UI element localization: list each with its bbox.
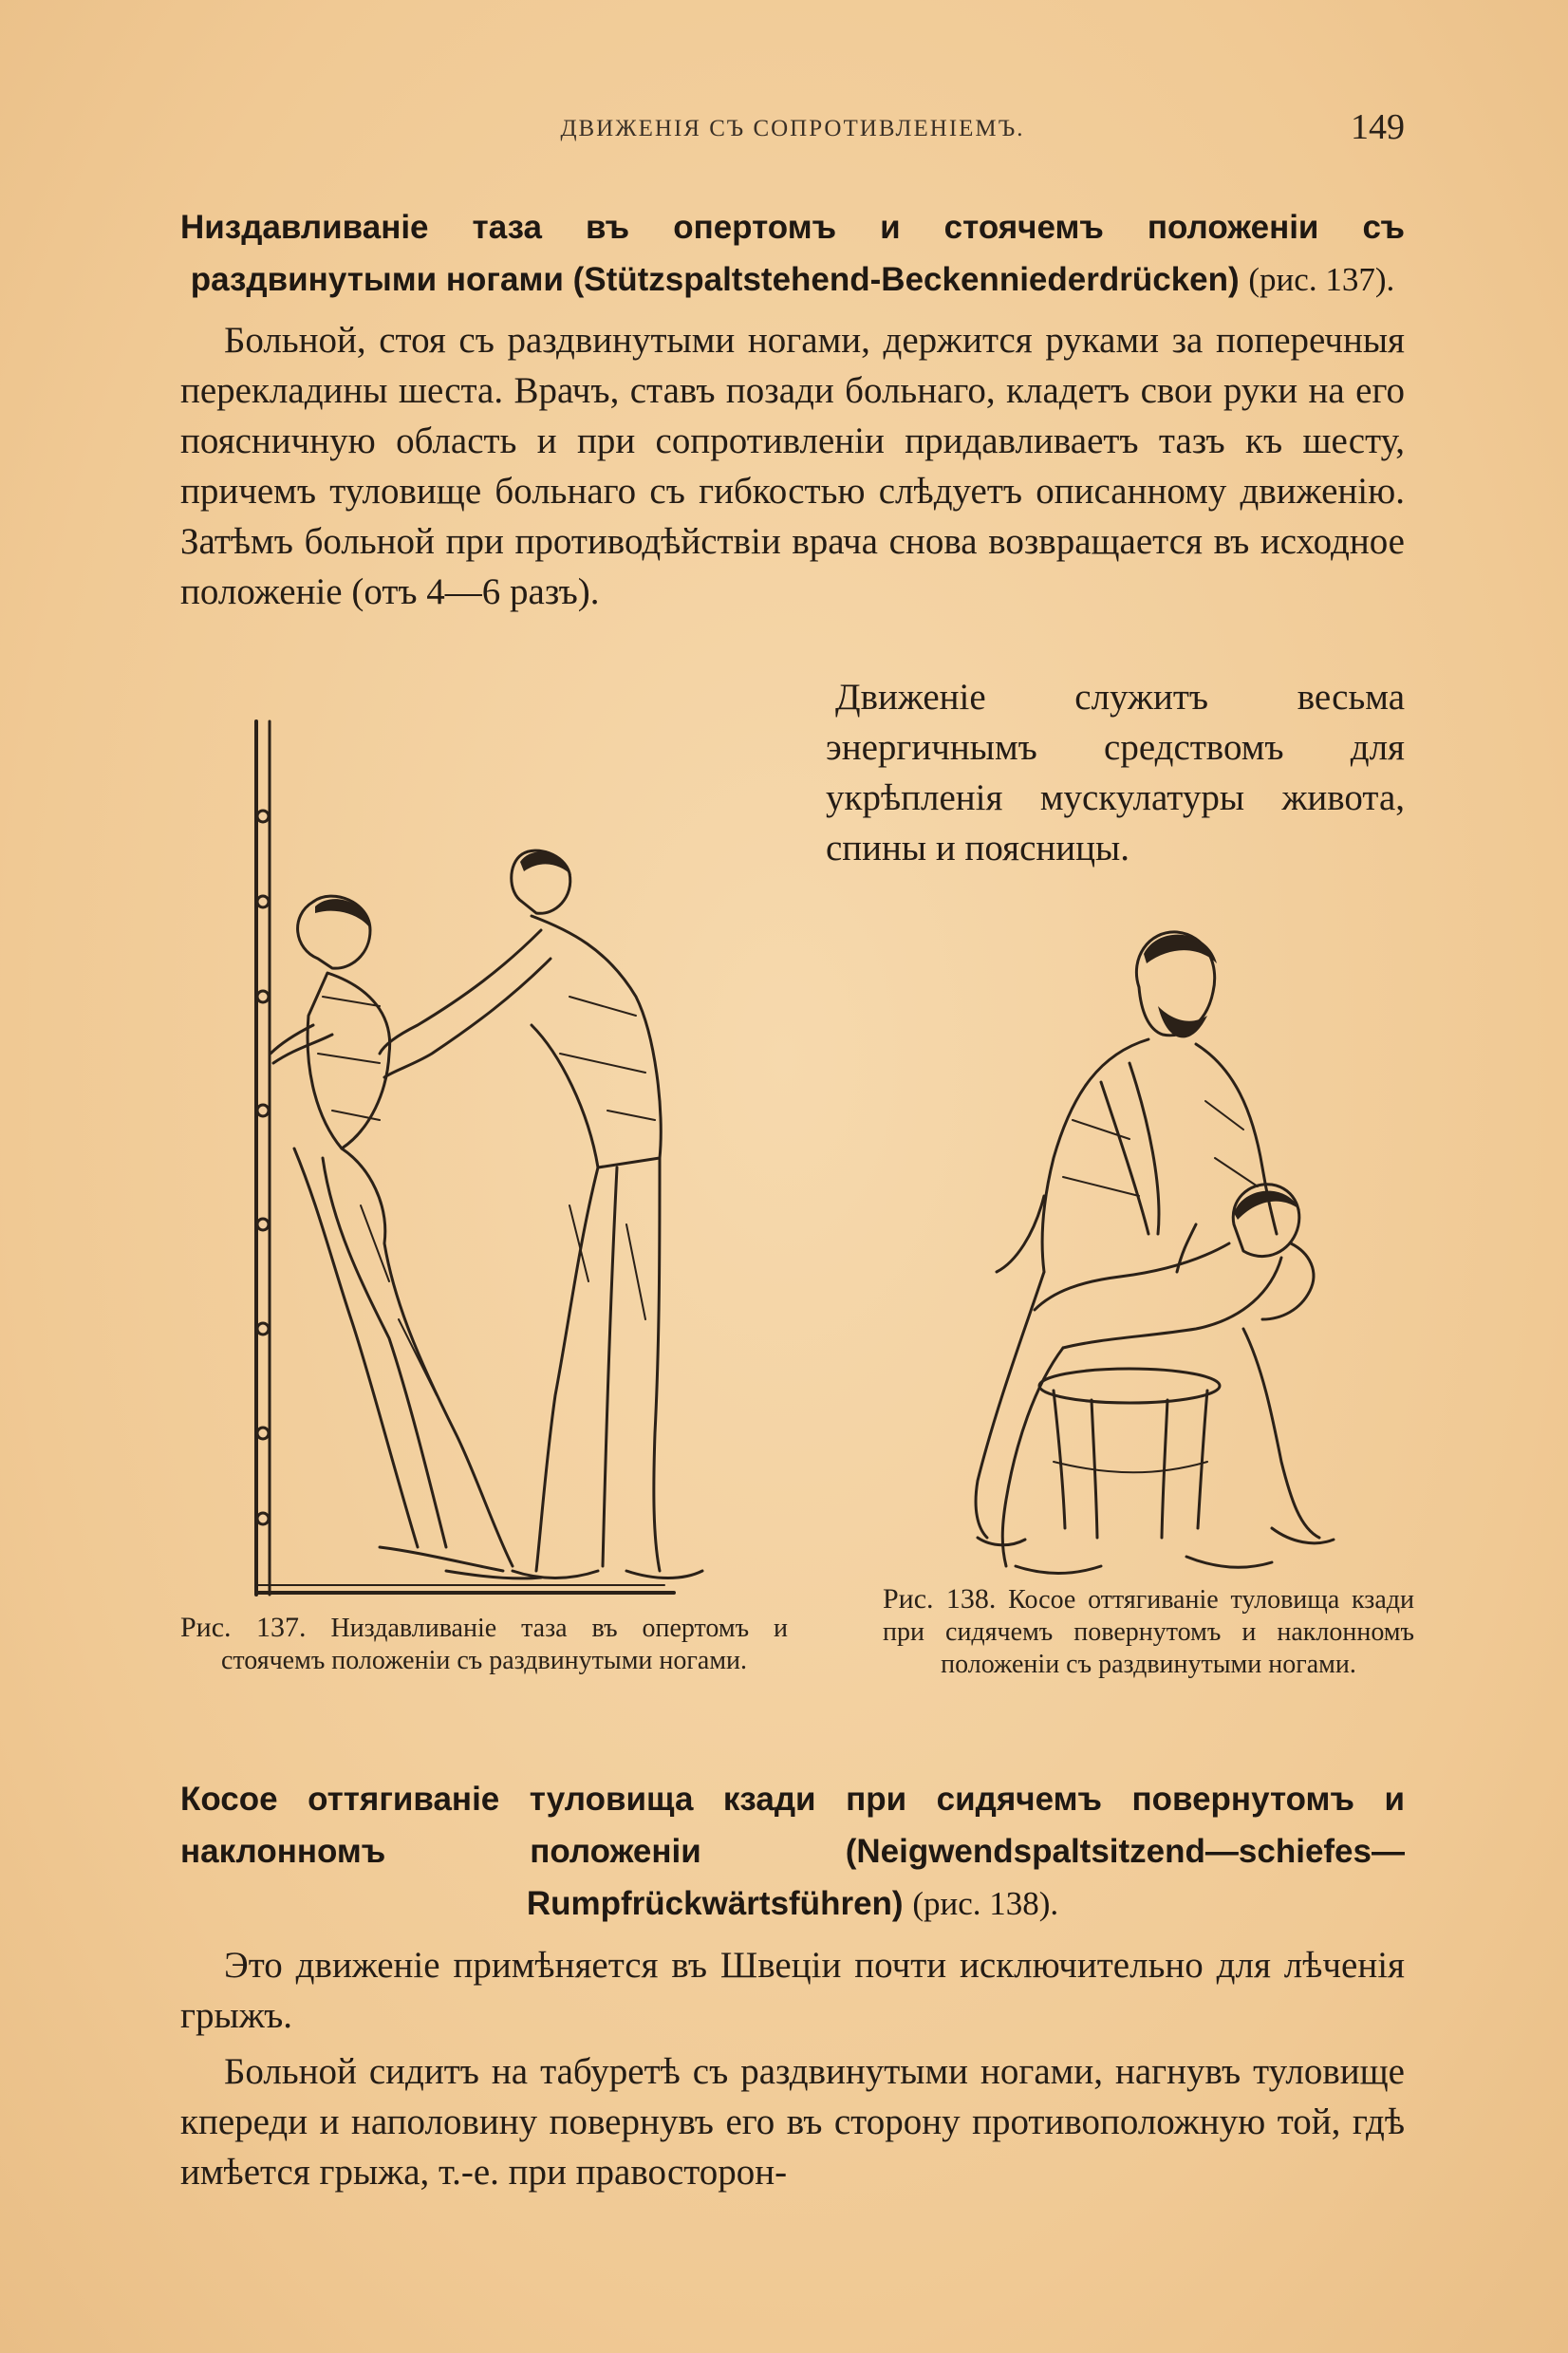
figure-138-caption-text: Косое оттягиваніе туловища кзади при сидячемъ повернутомъ и наклонномъ положеніи съ раздвинутыми ногами. (883, 1585, 1415, 1679)
figure-137 (228, 712, 759, 1604)
figure-138 (959, 911, 1338, 1576)
figure-137-caption (180, 1612, 788, 1677)
section2-paragraph-1-text: Это движеніе примѣняется въ Швеціи почти исключительно для лѣченія грыжъ. (180, 1945, 1405, 2036)
section1-paragraph-2 (826, 672, 1405, 873)
page-number: 149 (1351, 107, 1405, 147)
figure-138-illustration (959, 911, 1338, 1576)
section1-paragraph-1-text: Больной, стоя съ раздвинутыми ногами, держится руками за поперечныя перекладины шеста. Врачъ, ставъ позади больнаго, кладетъ свои руки на его поясничную область и при сопротивленіи придавливаетъ тазъ къ шесту, причемъ туловище больнаго съ гибкостью слѣдуетъ описанному движенію. Затѣмъ больной при противодѣйствіи врача снова возвращается въ исходное положеніе (отъ 4—6 разъ). (180, 320, 1405, 612)
figure-138-label: Рис. 138. (883, 1583, 997, 1615)
figure-137-caption-text: Низдавливаніе таза въ опертомъ и стоячемъ положеніи съ раздвинутыми ногами. (220, 1614, 788, 1675)
section2-paragraph-2-text: Больной сидитъ на табуретѣ съ раздвинутыми ногами, нагнувъ туловище кпереди и наполовину повернувъ его въ сторону противоположную той, гдѣ имѣется грыжа, т.-е. при правосторон- (180, 2051, 1405, 2193)
section1-paragraph-1 (180, 315, 1405, 617)
figure-137-illustration (228, 712, 759, 1604)
figure-137-label: Рис. 137. (180, 1612, 307, 1643)
section2-heading (180, 1773, 1405, 1930)
running-title: ДВИЖЕНІЯ СЪ СОПРОТИВЛЕНІЕМЪ. (560, 116, 1025, 141)
section2-paragraph-2 (180, 2046, 1405, 2197)
section2-paragraph-1 (180, 1940, 1405, 2041)
running-head (180, 106, 1405, 154)
section2-heading-ref: (рис. 138). (912, 1885, 1059, 1922)
section1-heading-text: Низдавливаніе таза въ опертомъ и стоячемъ положеніи съ раздвинутыми ногами (Stützspaltstehend-Beckenniederdrücken) (180, 209, 1405, 298)
section1-heading (180, 201, 1405, 306)
figure-138-caption (883, 1583, 1414, 1681)
section2-heading-text: Косое оттягиваніе туловища кзади при сидячемъ повернутомъ и наклонномъ положеніи (Neigwendspaltsitzend—schiefes—Rumpfrückwärtsführen) (180, 1781, 1405, 1922)
section1-paragraph-2-text: Движеніе служитъ весьма энергичнымъ средствомъ для укрѣпленія мускулатуры живота, спины и поясницы. (826, 677, 1405, 868)
section1-heading-ref: (рис. 137). (1248, 261, 1395, 298)
